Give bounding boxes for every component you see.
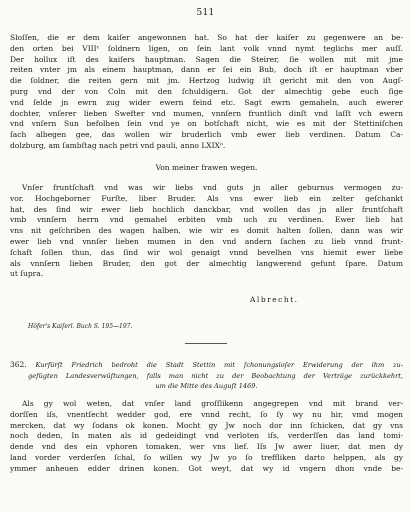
text-line: als vnnſern lieben Bruder, den got der almechtig langwerend gefunt ſpare. Datum (10, 258, 403, 268)
text-line: die ſoldner, die reiten gern mit jm. Hertzog ludwig iſt gericht mit den von Augſ- (10, 76, 403, 86)
text-line: ymmer anheuen edder drinen konen. Got weyt, dat wy id vngern dhon vnde be- (10, 463, 403, 473)
text-line: ſchaft ſollen thun, das ſind wir wol genaigt vnnd bevelhen vns hiemit ewer liebe (10, 247, 403, 257)
page-number: 511 (196, 8, 215, 18)
document-body (10, 399, 403, 475)
text-line: dochter, vnſerer lieben Swefter vnd mumen, vnnſern fruntlich dinſt vnd laſſt vch ewern (10, 108, 403, 118)
text-line: Als gy wol weten, dat vnſer land groſſlikenn angegrepen vnd mit brand ver- (22, 399, 403, 408)
text-line: dende vnd des ein vphoren tomaken, wer vns lief. Iſs Jw awer liuer, dat men dy (10, 442, 403, 452)
text-line: vns nit geſchriben des wagen halben, wie wir es domit halten ſollen, dann was wir (10, 226, 403, 236)
text-line: land vorder verderſen ſchal, ſo willen wy Jw yo ſo treffliken darto helppen, als gy (10, 452, 403, 462)
text-line: vnd vnſern Sun befolhen ſein vnd ye on botſchaft nicht, wie es mit der Stettiniſchen (10, 119, 403, 129)
text-line: purg vnd der von Coln mit den ſchuldigern. Got der almechtig gebe euch ſige (10, 86, 403, 96)
text-line: den orten bei VIIIᶜ ſoldnern ligen, on ſein lant volk vnnd nymt teglichs mer auſſ. (10, 43, 403, 53)
text-line: hat, des ſind wir ewer lieb hochlich danckbar, vnd wollen das jn aller fruntſchaft (10, 204, 403, 214)
text-line: ſach albegen gee, das wollen wir bruderlich vmb ewer lieb verdinen. Datum Ca- (10, 130, 403, 140)
heading-line (10, 360, 403, 371)
section-divider (185, 343, 227, 344)
text-line: Vnſer fruntſchaft vnd was wir liebs vnd guts jn aller geburnus vermogen zu- (22, 183, 403, 192)
source-citation: Höfer's Kaiſerl. Buch S. 195—197. (28, 323, 133, 330)
text-line: dorſſen iſs, vnentſecht wedder god, ere vnnd recht, ſo ſy wy nu hir, vmd mogen (10, 409, 403, 419)
text-line: dolzburg, am ſambſtag nach petri vnd pauli, anno LXIXᵒ. (10, 140, 226, 150)
heading-text: Kurfürſt Friedrich bedroht die Stadt Stettin mit ſchonungsloſer Erwiderung der ihm zu- (35, 361, 403, 369)
text-line: Sloſſen, die er dem kaiſer angewonnen hat. So hat der kaiſer zu gegenwere an be- (10, 33, 403, 42)
text-line: vor. Hochgeborner Furſte, liber Bruder. Als vns ewer lieb ein zelter geſchankt (10, 193, 403, 203)
signature: Albrecht. (250, 295, 299, 304)
text-line: noch deden, In maten als id gedeidingt vnd verloten iſs, verderſſen das land tomi- (10, 431, 403, 441)
letter-body (10, 183, 403, 280)
heading-line: gefügten Landesverwüſtungen, falls man nicht zu der Beobachtung der Verträge zurückkehrt, (28, 371, 403, 380)
heading-line: um die Mitte des Auguſt 1469. (155, 382, 258, 390)
text-line: vnd ſelde jn ewrn zug wider ewern feind etc. Sagt ewrn gemaheln, auch ewerer (10, 97, 403, 107)
document-heading (10, 360, 403, 392)
document-number: 362. (10, 360, 27, 369)
text-line: ut ſupra. (10, 269, 44, 279)
text-line: ewer lieb vnd vnnſer lieben mumen in den vnd andern ſachen zu lieb vnnd frunt- (10, 236, 403, 246)
text-line: reiten vnter jm als einem hauptman, dann er ſei ein Bub, doch iſt er hauptman vber (10, 65, 403, 75)
text-line: Der hollux iſt des kaiſers hauptman. Sagen die Steirer, ſie wollen mit mit jme (10, 54, 403, 64)
letter-salutation: Von meiner frawen wegen. (155, 163, 258, 172)
text-line: mercken, dat wy ſodans ok konen. Mocht gy Jw noch dor inn ſchicken, dat gy vns (10, 420, 403, 430)
text-line: vmb vnnſern herrn vnd gemahel erbiten vmb uch zu verdinen. Ewer lieb hat (10, 215, 403, 225)
letter-salutation-block (10, 163, 403, 174)
letter-ending (10, 33, 403, 152)
